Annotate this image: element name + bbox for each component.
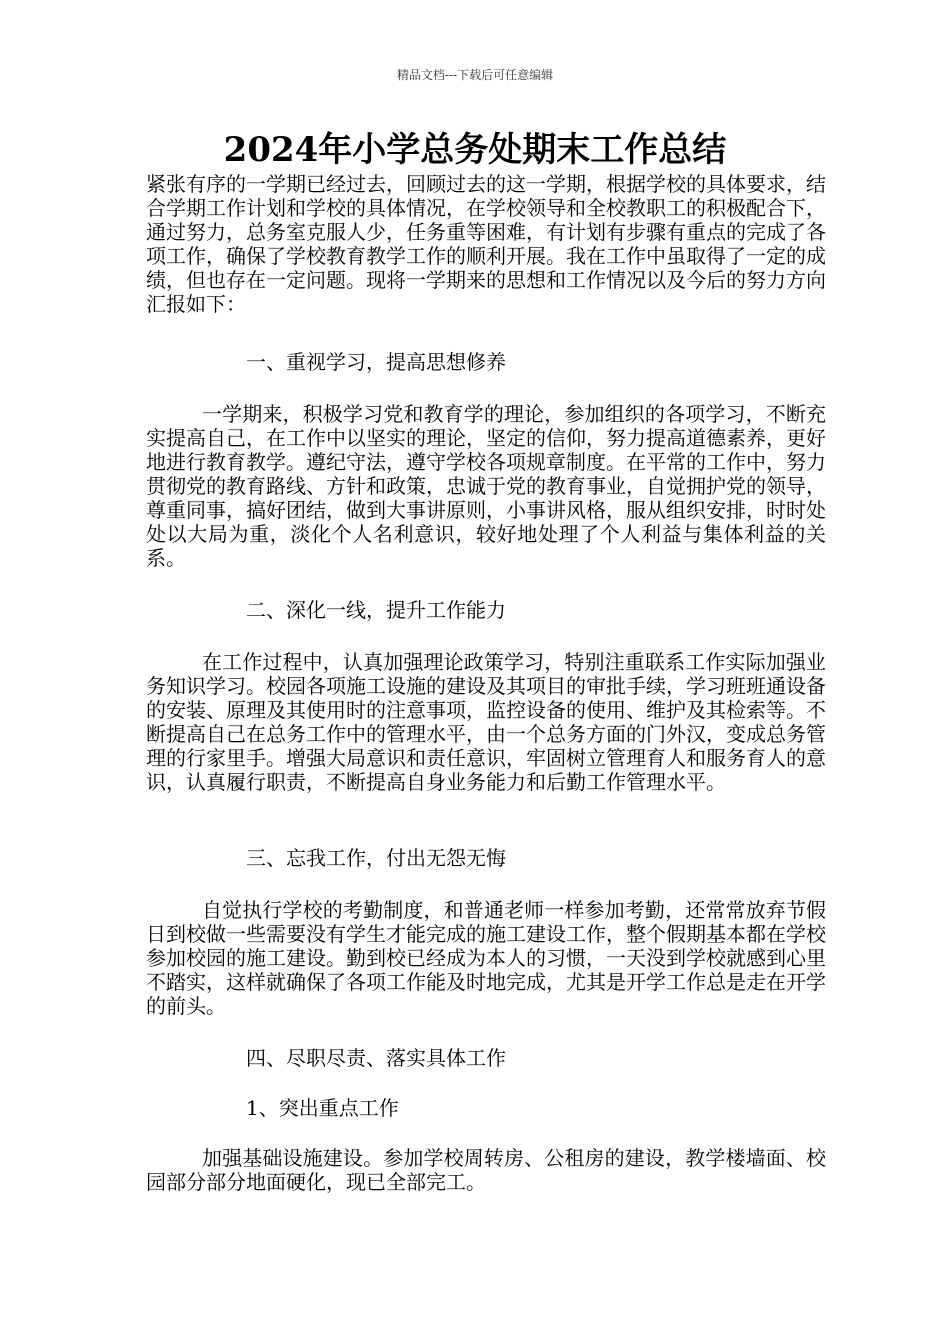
- section-heading-4: 四、尽职尽责、落实具体工作: [246, 1046, 506, 1070]
- section-heading-2: 二、深化一线，提升工作能力: [246, 598, 506, 622]
- subsection-heading-1: 1、突出重点工作: [246, 1096, 399, 1120]
- section-paragraph-3: 自觉执行学校的考勤制度，和普通老师一样参加考勤，还常常放弃节假日到校做一些需要没有学生才能完成的施工建设工作，整个假期基本都在学校参加校园的施工建设。勤到校已经成为本人的习惯，一天没到学校就感到心里不踏实，这样就确保了各项工作能及时地完成，尤其是开学工作总是走在开学的前头。: [146, 898, 826, 1018]
- section-paragraph-2: 在工作过程中，认真加强理论政策学习，特别注重联系工作实际加强业务知识学习。校园各项施工设施的建设及其项目的审批手续，学习班班通设备的安装、原理及其使用时的注意事项，监控设备的使用、维护及其检索等。不断提高自己在总务工作中的管理水平，由一个总务方面的门外汉，变成总务管理的行家里手。增强大局意识和责任意识，牢固树立管理育人和服务育人的意识，认真履行职责，不断提高自身业务能力和后勤工作管理水平。: [146, 650, 826, 794]
- section-paragraph-1: 一学期来，积极学习党和教育学的理论，参加组织的各项学习，不断充实提高自己，在工作中以坚实的理论，坚定的信仰，努力提高道德素养，更好地进行教育教学。遵纪守法，遵守学校各项规章制度。在平常的工作中，努力贯彻党的教育路线、方针和政策，忠诚于党的教育事业，自觉拥护党的领导，尊重同事，搞好团结，做到大事讲原则，小事讲风格，服从组织安排，时时处处以大局为重，淡化个人名利意识，较好地处理了个人利益与集体利益的关系。: [146, 402, 826, 570]
- subsection-paragraph-1: 加强基础设施建设。参加学校周转房、公租房的建设，教学楼墙面、校园部分部分地面硬化，现已全部完工。: [146, 1146, 826, 1194]
- header-watermark: 精品文档---下载后可任意编辑: [396, 68, 554, 82]
- section-heading-3: 三、忘我工作，付出无怨无悔: [246, 846, 506, 870]
- section-heading-1: 一、重视学习，提高思想修养: [246, 350, 506, 374]
- intro-paragraph: 紧张有序的一学期已经过去，回顾过去的这一学期，根据学校的具体要求，结合学期工作计划和学校的具体情况，在学校领导和全校教职工的积极配合下，通过努力，总务室克服人少，任务重等困难，有计划有步骤有重点的完成了各项工作，确保了学校教育教学工作的顺利开展。我在工作中虽取得了一定的成绩，但也存在一定问题。现将一学期来的思想和工作情况以及今后的努力方向汇报如下：: [146, 172, 826, 316]
- document-title: 2024年小学总务处期末工作总结: [223, 130, 727, 170]
